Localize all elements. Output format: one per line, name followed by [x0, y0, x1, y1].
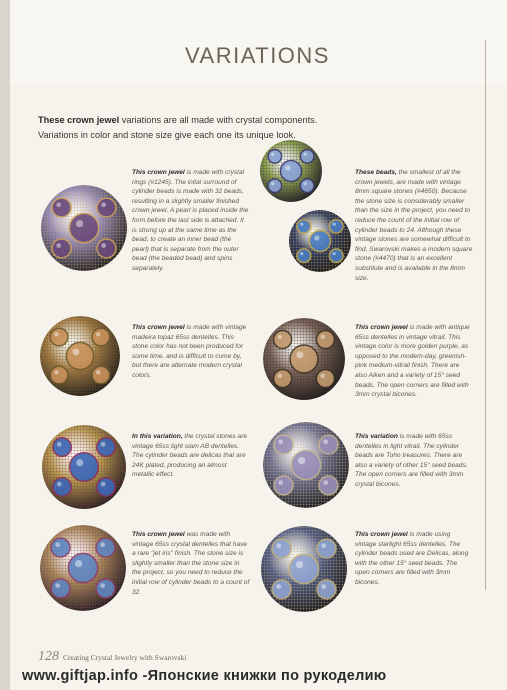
caption-lead: These beads,: [355, 169, 397, 176]
jet-iris-bead-photo: [40, 525, 126, 611]
navy-square-bead-photo: [286, 210, 354, 272]
caption-text: the crystal stones are vintage 65ss light siam AB dentelles. The cylinder beads are delicas that are 24K plated, producing an almost metallic effect.: [132, 433, 248, 479]
page-number: 128: [38, 649, 59, 664]
caption-light-vitrail: [355, 432, 473, 490]
caption-lead: This crown jewel: [132, 531, 185, 538]
jet-iris-bead: [40, 525, 126, 611]
starlight-bead-photo: [260, 526, 348, 612]
caption-lead: This crown jewel: [132, 324, 185, 331]
siam-bead: [40, 425, 128, 509]
site-watermark: www.giftjap.info -Японские книжки по рукоделию: [22, 668, 387, 684]
caption-text: is made with 65ss dentelles in light vitrail. The cylinder beads are Toho treasures. There are also a variety of other 15° seed beads. The open corners are filled with 3mm crystal bicones.: [355, 433, 468, 488]
caption-lavender: [132, 168, 250, 274]
caption-lead: This crown jewel: [355, 324, 408, 331]
green-square-bead-photo: [259, 140, 323, 202]
page-title: VARIATIONS: [185, 43, 330, 68]
intro-lead: These crown jewel: [38, 115, 120, 125]
caption-text: is made with vintage madeira topaz 65ss dentelles. This stone color has not been produced for some time, and is difficult to come by, but there are alternate modern crystal colors.: [132, 324, 247, 379]
intro-text: variations are all made with crystal components. Variations in color and stone size give each one its unique look.: [38, 115, 318, 140]
green-square-bead-top: [259, 140, 323, 202]
caption-text: is made with crystal rings (#1245). The inital surround of cylinder beads is made with 32 beads, resulting in a slightly smaller finished crown jewel. A pearl is placed inside the form before the last side is attached. It is strung up at the same time as the bead, to create an inner bead (the pearl) that is separate from the outer bead (the beaded bead) and spins separately.: [132, 169, 249, 272]
caption-text: the smallest of all the crown jewels, are made with vintage 8mm square stones (#4650). Because the stone size is considerably smaller than the size in the project, you need to reduce the count of the initial row of cylinder beads to 24. Although these vintage stones are somewhat difficult to find, Swarovski makes a modern square stone (#4470) that is an excellent substitute and is available in the 8mm size.: [355, 169, 473, 282]
caption-lead: This variation: [355, 433, 398, 440]
caption-lead: This crown jewel: [355, 531, 408, 538]
vertical-rule: [485, 40, 486, 590]
caption-lead: This crown jewel: [132, 169, 185, 176]
caption-text: was made with vintage 65ss crystal dentelles that have a rare "jet iris" finish. The stone size is slightly smaller than the stone size in the project, so you need to reduce the initial row of cylinder beads to a count of 32.: [132, 531, 250, 596]
light-vitrail-bead: [263, 422, 349, 508]
starlight-bead: [260, 526, 348, 612]
siam-bead-photo: [40, 425, 128, 509]
lavender-bead-photo: [40, 185, 128, 271]
caption-text: is made using vintage starlight 65ss dentelles. The cylinder beads used are Delicas, along with the other 15° seed beads. The open corners are filled with 3mm bicones.: [355, 531, 469, 586]
light-vitrail-bead-photo: [263, 422, 349, 508]
caption-square: [355, 168, 473, 283]
caption-text: is made with antique 65ss dentelles in vintage vitrail. This vintage color is more golden purple, as opposed to the modern-day, greenish-pink medium-vitrail finish. There are also Aiken and a variety of 15° seed beads. The open corners are filled with 3mm crystal bicones.: [355, 324, 470, 399]
topaz-bead-photo: [40, 316, 120, 396]
caption-jet-iris: [132, 530, 250, 597]
lavender-bead: [40, 185, 128, 271]
vitrail-bead: [263, 318, 345, 400]
book-title: Creating Crystal Jewelry with Swarovski: [63, 653, 187, 662]
caption-starlight: [355, 530, 473, 588]
page-footer: [38, 649, 186, 665]
caption-lead: In this variation,: [132, 433, 183, 440]
caption-vitrail: [355, 323, 473, 400]
page-edge: [0, 0, 10, 690]
topaz-bead: [40, 316, 120, 396]
intro-paragraph: [38, 113, 320, 142]
caption-siam: [132, 432, 250, 480]
navy-square-bead: [286, 210, 354, 272]
caption-topaz: [132, 323, 250, 381]
header-band: [10, 0, 507, 84]
vitrail-bead-photo: [263, 318, 345, 400]
